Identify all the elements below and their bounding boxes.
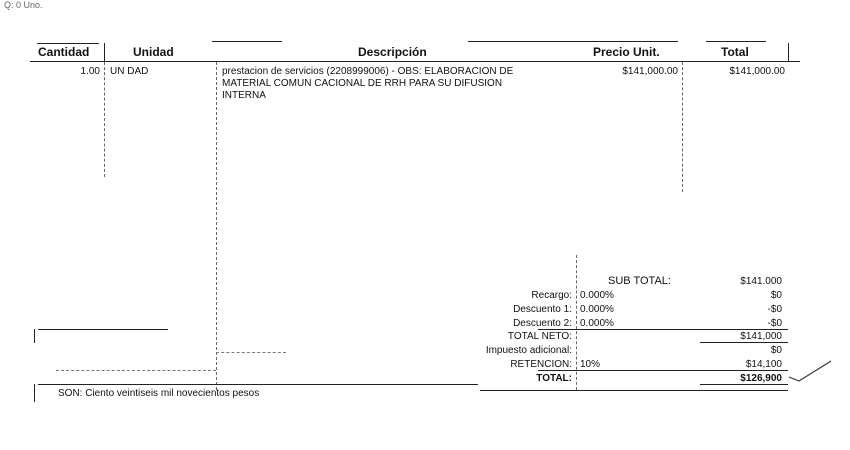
cell-descripcion-line3: INTERNA bbox=[222, 90, 266, 101]
total-neto-label: TOTAL NETO: bbox=[507, 331, 572, 342]
retencion-line bbox=[538, 370, 788, 371]
descuento2-value: -$0 bbox=[767, 318, 782, 329]
total-neto-value: $141,000 bbox=[740, 331, 782, 342]
cell-unidad: UN DAD bbox=[110, 66, 149, 77]
descuento2-label: Descuento 2: bbox=[513, 318, 572, 329]
header-bottom-line bbox=[30, 61, 800, 62]
son-top-line bbox=[38, 384, 478, 385]
header-top-line bbox=[468, 41, 678, 42]
left-dash bbox=[216, 352, 286, 353]
check-mark-icon bbox=[785, 355, 835, 385]
top-fragment: Q: 0 Uno. bbox=[4, 0, 43, 10]
left-dash bbox=[56, 370, 216, 371]
header-cantidad: Cantidad bbox=[38, 45, 90, 59]
col-sep-cantidad bbox=[104, 62, 105, 177]
retencion-pct: 10% bbox=[580, 359, 601, 370]
sub-total-label: SUB TOTAL: bbox=[608, 275, 671, 287]
bottom-right-line bbox=[480, 390, 788, 391]
descuento1-label: Descuento 1: bbox=[513, 304, 572, 315]
descuento1-value: -$0 bbox=[767, 304, 782, 315]
impuesto-value: $0 bbox=[770, 345, 782, 356]
col-sep-unidad bbox=[216, 62, 217, 390]
left-line bbox=[38, 329, 168, 330]
header-sep bbox=[788, 43, 789, 61]
total-under-line bbox=[700, 384, 788, 385]
total-value: $126,900 bbox=[740, 373, 782, 384]
impuesto-label: Impuesto adicional: bbox=[485, 345, 572, 356]
col-sep-precio bbox=[682, 62, 683, 192]
recargo-pct: 0.000% bbox=[580, 290, 614, 301]
neto-line bbox=[538, 329, 788, 330]
header-total: Total bbox=[721, 45, 749, 59]
descuento2-pct: 0.000% bbox=[580, 318, 614, 329]
header-precio: Precio Unit. bbox=[593, 45, 660, 59]
header-sep bbox=[104, 43, 105, 61]
neto-under-line bbox=[700, 342, 788, 343]
header-top-line bbox=[212, 41, 282, 42]
cell-descripcion-line1: prestacion de servicios (2208999006) - OBS: ELABORACION DE bbox=[222, 66, 514, 77]
recargo-label: Recargo: bbox=[531, 290, 572, 301]
total-label: TOTAL: bbox=[536, 373, 572, 384]
descuento1-pct: 0.000% bbox=[580, 304, 614, 315]
header-top-line bbox=[706, 41, 766, 42]
retencion-value: $14,100 bbox=[745, 359, 782, 370]
left-tick bbox=[34, 329, 35, 343]
son-text: SON: Ciento veintiseis mil novecientos pesos bbox=[58, 388, 260, 399]
retencion-label: RETENCION: bbox=[510, 359, 572, 370]
recargo-value: $0 bbox=[770, 290, 782, 301]
cell-precio: $141,000.00 bbox=[622, 66, 678, 77]
header-top-line bbox=[37, 43, 99, 44]
son-left-tick bbox=[34, 384, 35, 402]
cell-descripcion-line2: MATERIAL COMUN CACIONAL DE RRH PARA SU DIFUSION bbox=[222, 78, 503, 89]
header-descripcion: Descripción bbox=[358, 45, 427, 59]
header-unidad: Unidad bbox=[133, 45, 174, 59]
cell-cantidad: 1.00 bbox=[80, 66, 100, 77]
sub-total-value: $141.000 bbox=[740, 276, 782, 287]
cell-total: $141,000.00 bbox=[729, 66, 785, 77]
